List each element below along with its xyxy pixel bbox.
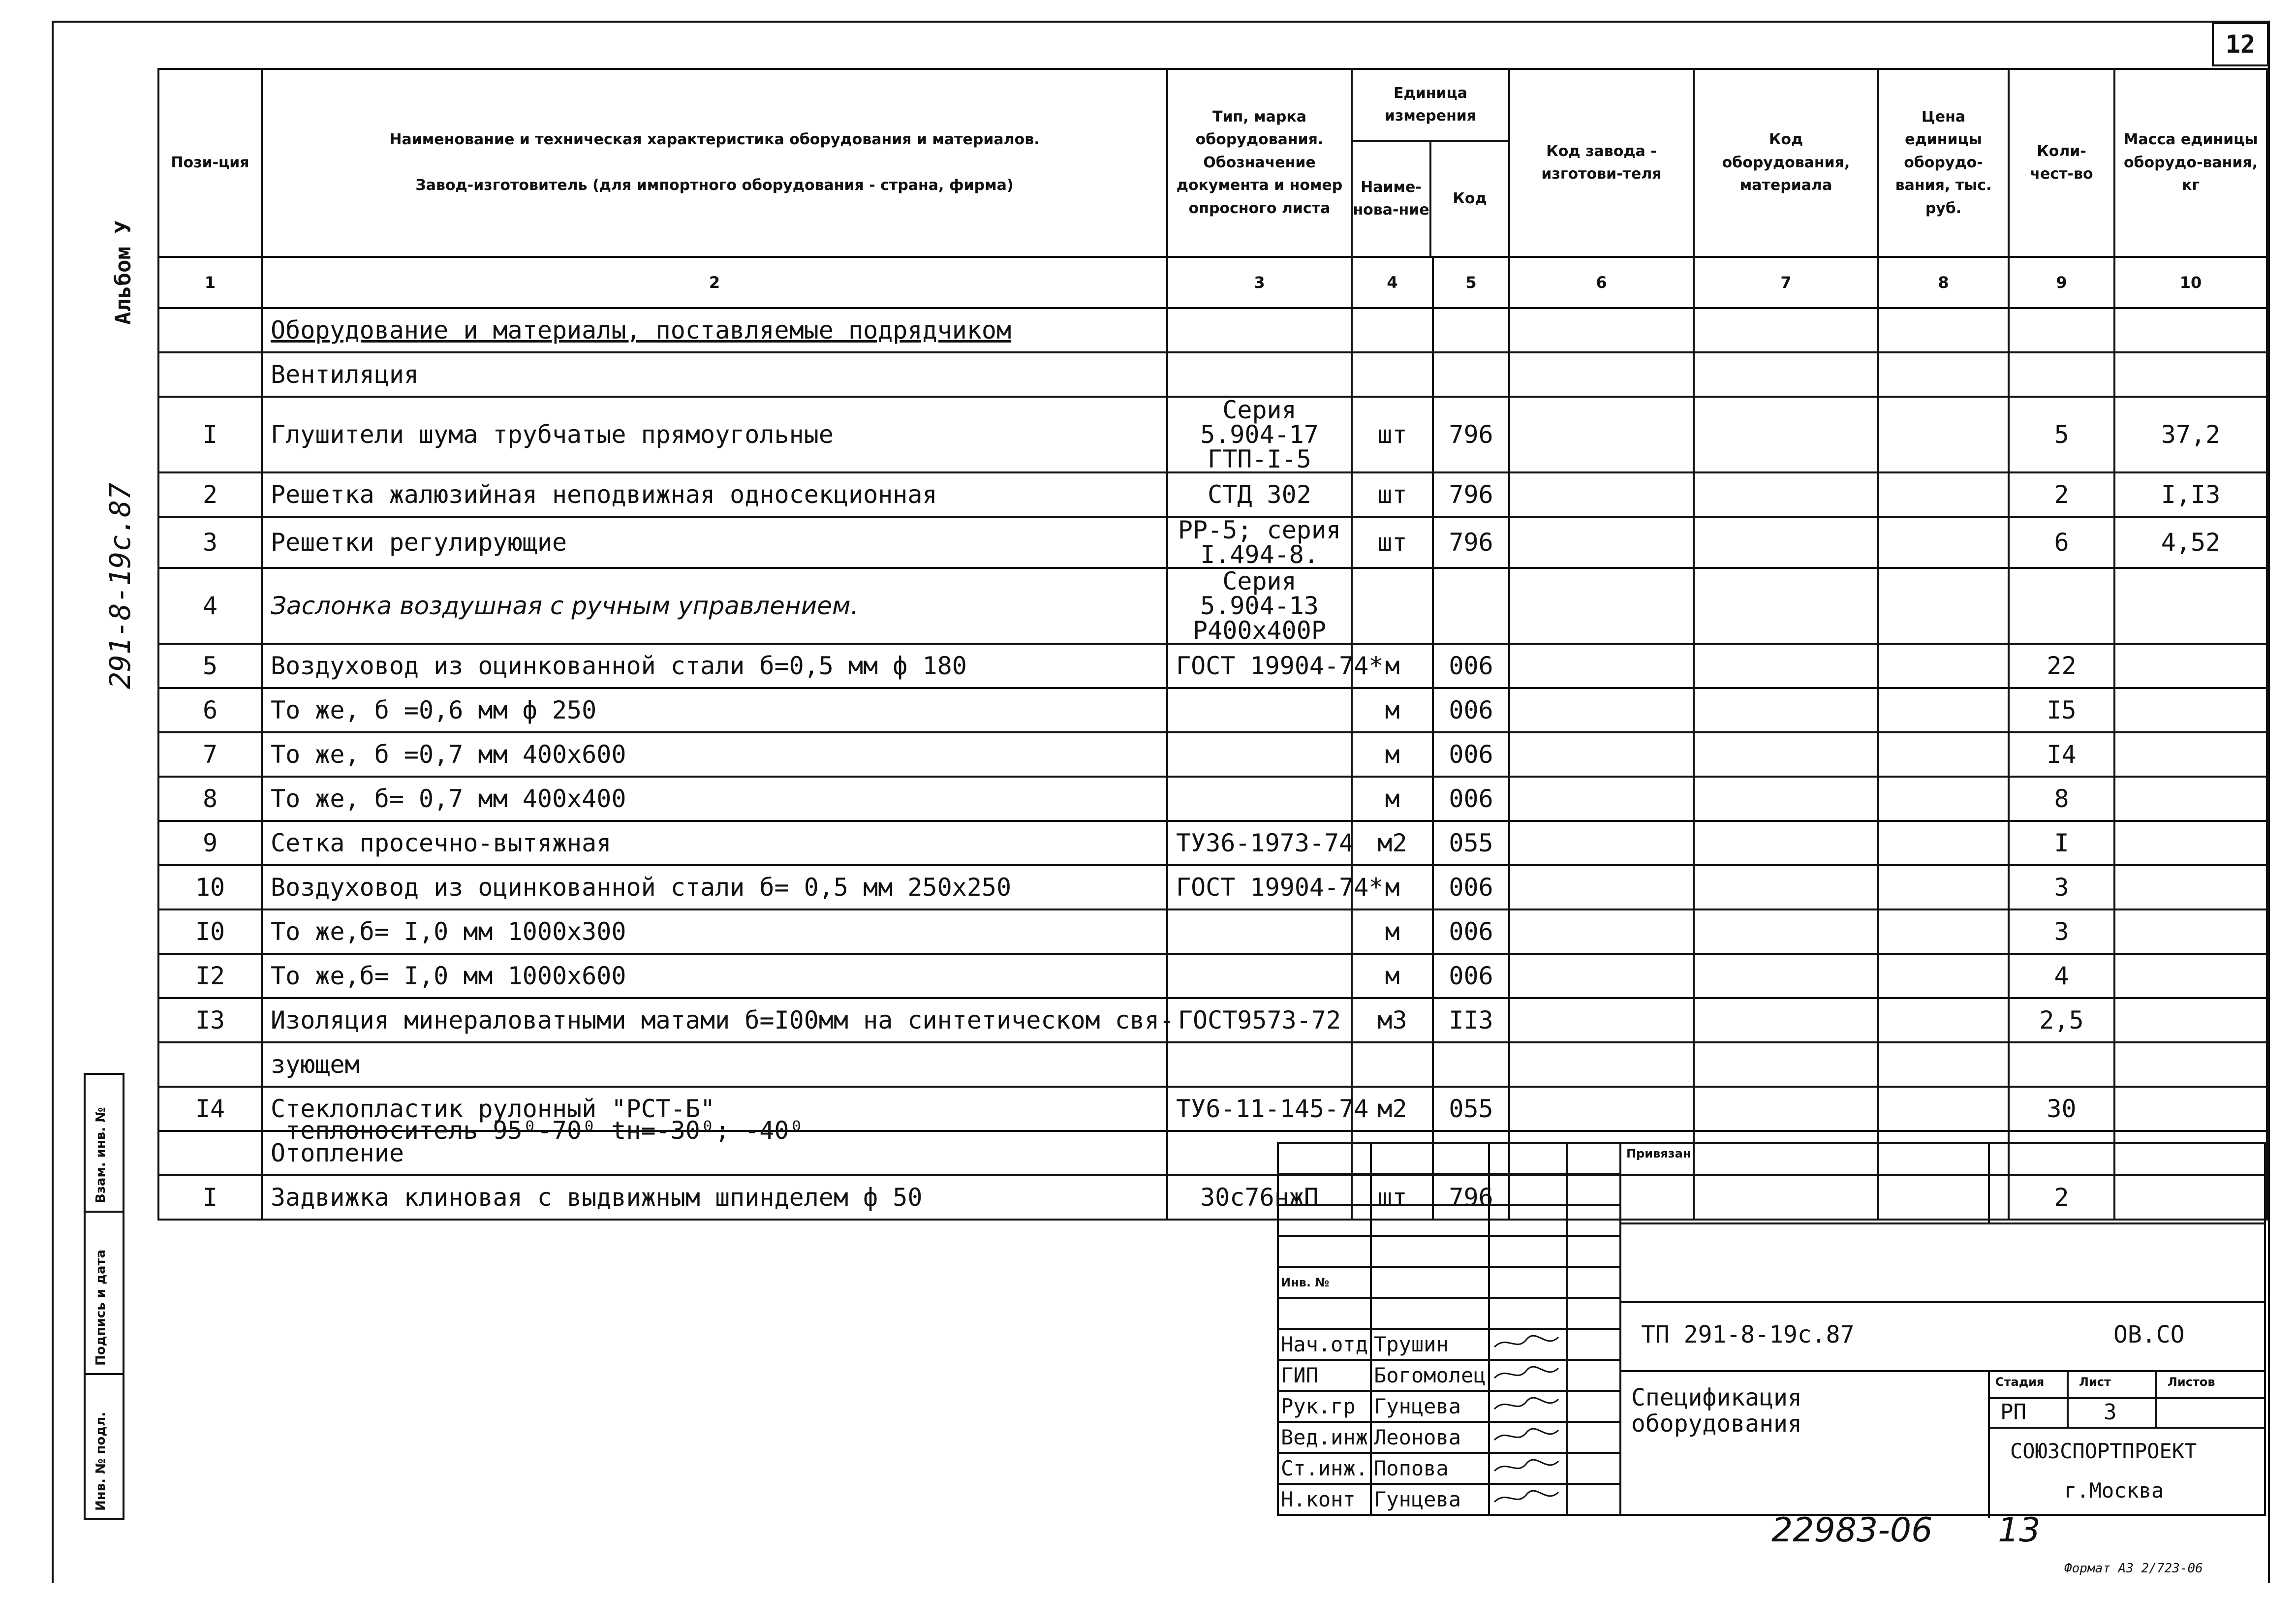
row-position: 9 [158, 821, 262, 865]
row-type [1167, 352, 1352, 397]
signature-role: Н.конт [1278, 1484, 1371, 1515]
row-unit-code: 006 [1433, 688, 1509, 732]
row-price [1878, 644, 2009, 688]
row-unit: м [1352, 954, 1433, 998]
row-price [1878, 308, 2009, 352]
row-unit-code: 796 [1433, 472, 1509, 517]
row-name: Решетки регулирующие [262, 517, 1167, 568]
header-plant-code: Код завода - изготови-теля [1509, 69, 1694, 257]
coolant-note: теплоноситель 95⁰-70⁰ tн=-30⁰; -40⁰ [285, 1116, 804, 1145]
row-position: 7 [158, 732, 262, 777]
row-unit: шт [1352, 397, 1433, 472]
row-type [1167, 308, 1352, 352]
signature-name: Попова [1371, 1453, 1489, 1484]
header-position: Пози-ция [158, 69, 262, 257]
signature-role: Нач.отд [1278, 1329, 1371, 1360]
header-unit: Единица измерения Наиме-нова-ние Код [1352, 69, 1509, 257]
row-mass [2114, 352, 2267, 397]
row-unit-code [1433, 308, 1509, 352]
header-type: Тип, марка оборудования. Обозначение документа и номер опросного листа [1167, 69, 1352, 257]
row-position [158, 308, 262, 352]
table-row [158, 472, 2267, 517]
row-mass [2114, 568, 2267, 644]
table-header [158, 69, 2267, 257]
row-name: Изоляция минераловатными матами б=I00мм на синтетическом свя- [262, 998, 1167, 1042]
row-unit [1352, 308, 1433, 352]
side-label-inv: Инв. № подл. [93, 1411, 108, 1511]
row-name: То же, б= 0,7 мм 400х400 [262, 777, 1167, 821]
archive-number: 22983-06 [1771, 1511, 1933, 1550]
signature-row [1278, 1329, 1620, 1360]
row-mass [2114, 732, 2267, 777]
header-price: Цена единицы оборудо-вания, тыс. руб. [1878, 69, 2009, 257]
row-quantity [2009, 1042, 2114, 1087]
row-unit-code: 055 [1433, 1087, 1509, 1131]
row-position: 2 [158, 472, 262, 517]
row-name: Заслонка воздушная с ручным управлением. [262, 568, 1167, 644]
row-unit: шт [1352, 517, 1433, 568]
header-mass: Масса единицы оборудо-вания, кг [2114, 69, 2267, 257]
sheet-value: 3 [2104, 1400, 2117, 1425]
row-equipment-code [1694, 308, 1878, 352]
side-label-sign: Подпись и дата [93, 1249, 108, 1366]
row-unit-code: II3 [1433, 998, 1509, 1042]
row-unit-code: 006 [1433, 644, 1509, 688]
signature-name: Гунцева [1371, 1484, 1489, 1515]
row-position: 6 [158, 688, 262, 732]
row-quantity: 2 [2009, 472, 2114, 517]
sheets-label: Листов [2168, 1375, 2215, 1389]
row-unit: м [1352, 865, 1433, 909]
row-unit [1352, 568, 1433, 644]
row-mass [2114, 954, 2267, 998]
row-equipment-code [1694, 998, 1878, 1042]
row-quantity: I4 [2009, 732, 2114, 777]
row-unit-code [1433, 568, 1509, 644]
row-mass [2114, 644, 2267, 688]
row-position: 5 [158, 644, 262, 688]
organization: СОЮЗСПОРТПРОЕКТ [2010, 1439, 2197, 1463]
row-quantity: 2,5 [2009, 998, 2114, 1042]
row-price [1878, 1042, 2009, 1087]
table-row [158, 909, 2267, 954]
signature-role: Рук.гр [1278, 1391, 1371, 1422]
row-unit-code: 006 [1433, 909, 1509, 954]
row-plant-code [1509, 397, 1694, 472]
row-unit: м3 [1352, 998, 1433, 1042]
city: г.Москва [2064, 1478, 2164, 1503]
title-block [1277, 1142, 2266, 1516]
row-type: Серия 5.904-17 ГТП-I-5 [1167, 397, 1352, 472]
row-name: Воздуховод из оцинкованной стали б= 0,5 мм 250х250 [262, 865, 1167, 909]
row-unit: м [1352, 777, 1433, 821]
row-price [1878, 397, 2009, 472]
row-name: Отопление [262, 1131, 1167, 1175]
row-unit: шт [1352, 472, 1433, 517]
album-label: Альбом У [111, 220, 136, 325]
sheet-label: Лист [2079, 1375, 2111, 1389]
row-quantity [2009, 352, 2114, 397]
title-block-right [1621, 1142, 2266, 1516]
archive-sheet: 13 [1998, 1511, 2041, 1550]
table-row [158, 1042, 2267, 1087]
table-row [158, 732, 2267, 777]
row-unit-code: 055 [1433, 821, 1509, 865]
row-plant-code [1509, 909, 1694, 954]
signature-role: Ст.инж. [1278, 1453, 1371, 1484]
row-unit [1352, 352, 1433, 397]
row-name: То же,б= I,0 мм 1000х600 [262, 954, 1167, 998]
row-unit-code: 796 [1433, 397, 1509, 472]
sheet-number: 12 [2212, 22, 2269, 66]
signature-role: ГИП [1278, 1360, 1371, 1391]
row-unit-code: 006 [1433, 777, 1509, 821]
header-quantity: Коли-чест-во [2009, 69, 2114, 257]
row-name: То же, б =0,6 мм ф 250 [262, 688, 1167, 732]
signature-mark [1489, 1391, 1567, 1422]
row-equipment-code [1694, 1087, 1878, 1131]
column-numbers: 1 2 3 4 5 6 7 8 9 10 [158, 257, 2267, 308]
row-unit-code: 006 [1433, 865, 1509, 909]
row-plant-code [1509, 644, 1694, 688]
row-mass [2114, 909, 2267, 954]
row-price [1878, 909, 2009, 954]
row-type [1167, 688, 1352, 732]
row-price [1878, 472, 2009, 517]
row-plant-code [1509, 1042, 1694, 1087]
row-type [1167, 954, 1352, 998]
format-label: Формат А3 2/723-06 [2064, 1561, 2203, 1576]
row-equipment-code [1694, 644, 1878, 688]
row-plant-code [1509, 517, 1694, 568]
row-type: ГОСТ9573-72 [1167, 998, 1352, 1042]
row-name: Задвижка клиновая с выдвижным шпинделем ф 50 [262, 1175, 1167, 1220]
row-plant-code [1509, 472, 1694, 517]
row-position: I0 [158, 909, 262, 954]
row-name: зующем [262, 1042, 1167, 1087]
table-row [158, 568, 2267, 644]
row-type: ТУ6-11-145-74 [1167, 1087, 1352, 1131]
row-unit [1352, 1042, 1433, 1087]
side-label-replace: Взам. инв. № [93, 1107, 108, 1203]
row-name: Стеклопластик рулонный "РСТ-Б" [262, 1087, 1167, 1131]
row-name: Вентиляция [262, 352, 1167, 397]
row-equipment-code [1694, 568, 1878, 644]
table-row [158, 954, 2267, 998]
signature-row [1278, 1422, 1620, 1453]
signature-row [1278, 1484, 1620, 1515]
row-mass [2114, 308, 2267, 352]
row-name: То же,б= I,0 мм 1000х300 [262, 909, 1167, 954]
row-position: 8 [158, 777, 262, 821]
row-equipment-code [1694, 732, 1878, 777]
row-equipment-code [1694, 777, 1878, 821]
specification-table [157, 68, 2268, 1221]
row-name: То же, б =0,7 мм 400х600 [262, 732, 1167, 777]
row-position [158, 352, 262, 397]
row-quantity [2009, 568, 2114, 644]
row-unit: м [1352, 732, 1433, 777]
row-name: Глушители шума трубчатые прямоугольные [262, 397, 1167, 472]
row-plant-code [1509, 954, 1694, 998]
row-mass [2114, 1087, 2267, 1131]
row-price [1878, 352, 2009, 397]
row-price [1878, 1087, 2009, 1131]
row-plant-code [1509, 777, 1694, 821]
row-plant-code [1509, 865, 1694, 909]
row-equipment-code [1694, 909, 1878, 954]
row-quantity: I [2009, 821, 2114, 865]
row-plant-code [1509, 732, 1694, 777]
stage-label: Стадия [1995, 1375, 2045, 1389]
bound-label: Привязан [1626, 1147, 1691, 1160]
row-equipment-code [1694, 517, 1878, 568]
row-price [1878, 998, 2009, 1042]
row-price [1878, 688, 2009, 732]
signature-role: Вед.инж [1278, 1422, 1371, 1453]
row-mass [2114, 998, 2267, 1042]
row-price [1878, 517, 2009, 568]
row-position: 4 [158, 568, 262, 644]
row-unit-code: 006 [1433, 732, 1509, 777]
project-code-vertical: 291-8-19с.87 [103, 482, 137, 689]
row-mass: 37,2 [2114, 397, 2267, 472]
row-equipment-code [1694, 352, 1878, 397]
row-plant-code [1509, 688, 1694, 732]
row-quantity: 22 [2009, 644, 2114, 688]
table-row [158, 517, 2267, 568]
signature-row [1278, 1453, 1620, 1484]
row-price [1878, 777, 2009, 821]
row-unit: м [1352, 688, 1433, 732]
row-mass [2114, 821, 2267, 865]
row-type: РР-5; серия I.494-8. [1167, 517, 1352, 568]
row-quantity: 30 [2009, 1087, 2114, 1131]
row-position: 3 [158, 517, 262, 568]
row-name: Решетка жалюзийная неподвижная односекционная [262, 472, 1167, 517]
signature-name: Гунцева [1371, 1391, 1489, 1422]
row-type: 30с76нжП [1167, 1175, 1352, 1220]
row-plant-code [1509, 352, 1694, 397]
table-row [158, 865, 2267, 909]
row-position: I [158, 1175, 262, 1220]
row-position [158, 1042, 262, 1087]
row-equipment-code [1694, 472, 1878, 517]
row-plant-code [1509, 308, 1694, 352]
row-plant-code [1509, 998, 1694, 1042]
row-unit-code: 796 [1433, 1175, 1509, 1220]
row-type: ТУ36-1973-74 [1167, 821, 1352, 865]
signature-mark [1489, 1422, 1567, 1453]
doc-title: Спецификация оборудования [1631, 1384, 1802, 1438]
row-position [158, 1131, 262, 1175]
signature-name: Богомолец [1371, 1360, 1489, 1391]
stage-value: РП [2000, 1400, 2026, 1425]
row-unit-code: 796 [1433, 517, 1509, 568]
row-type [1167, 777, 1352, 821]
row-name: Сетка просечно-вытяжная [262, 821, 1167, 865]
row-price [1878, 732, 2009, 777]
row-unit: м [1352, 644, 1433, 688]
row-plant-code [1509, 1087, 1694, 1131]
row-quantity: 8 [2009, 777, 2114, 821]
row-price [1878, 568, 2009, 644]
row-mass: 4,52 [2114, 517, 2267, 568]
header-name: Наименование и техническая характеристика оборудования и материалов. Завод-изготовитель (для импортного оборудования - страна, фирма) [262, 69, 1167, 257]
row-equipment-code [1694, 821, 1878, 865]
row-type: СТД 302 [1167, 472, 1352, 517]
table-row [158, 352, 2267, 397]
row-position: I4 [158, 1087, 262, 1131]
table-row [158, 308, 2267, 352]
signature-row [1278, 1360, 1620, 1391]
row-quantity: 3 [2009, 865, 2114, 909]
row-mass [2114, 1042, 2267, 1087]
row-quantity: 3 [2009, 909, 2114, 954]
row-quantity: 5 [2009, 397, 2114, 472]
row-type: ГОСТ 19904-74* [1167, 865, 1352, 909]
table-row [158, 644, 2267, 688]
row-type [1167, 732, 1352, 777]
row-unit: м2 [1352, 1087, 1433, 1131]
header-equipment-code: Код оборудования, материала [1694, 69, 1878, 257]
row-name: Оборудование и материалы, поставляемые подрядчиком [262, 308, 1167, 352]
row-unit-code [1433, 352, 1509, 397]
row-price [1878, 954, 2009, 998]
table-row [158, 397, 2267, 472]
row-mass [2114, 688, 2267, 732]
row-position: I3 [158, 998, 262, 1042]
signature-row [1278, 1391, 1620, 1422]
signature-mark [1489, 1453, 1567, 1484]
row-plant-code [1509, 821, 1694, 865]
signature-mark [1489, 1360, 1567, 1391]
row-name: Воздуховод из оцинкованной стали б=0,5 мм ф 180 [262, 644, 1167, 688]
row-mass [2114, 865, 2267, 909]
table-row [158, 998, 2267, 1042]
row-price [1878, 821, 2009, 865]
row-equipment-code [1694, 688, 1878, 732]
row-quantity [2009, 308, 2114, 352]
table-row [158, 688, 2267, 732]
row-quantity: 2 [2009, 1175, 2114, 1220]
row-price [1878, 865, 2009, 909]
signature-mark [1489, 1329, 1567, 1360]
signature-mark [1489, 1484, 1567, 1515]
doc-code: ТП 291-8-19с.87 [1641, 1321, 1855, 1348]
row-unit: м2 [1352, 821, 1433, 865]
row-unit-code [1433, 1042, 1509, 1087]
signature-name: Леонова [1371, 1422, 1489, 1453]
row-type: ГОСТ 19904-74* [1167, 644, 1352, 688]
row-equipment-code [1694, 954, 1878, 998]
row-quantity: 4 [2009, 954, 2114, 998]
signature-grid [1277, 1142, 1621, 1516]
row-position: I2 [158, 954, 262, 998]
row-mass [2114, 777, 2267, 821]
row-equipment-code [1694, 1042, 1878, 1087]
row-quantity: 6 [2009, 517, 2114, 568]
doc-section: ОВ.СО [2113, 1321, 2185, 1348]
table-row [158, 821, 2267, 865]
row-unit: шт [1352, 1175, 1433, 1220]
row-unit: м [1352, 909, 1433, 954]
row-equipment-code [1694, 865, 1878, 909]
row-type [1167, 909, 1352, 954]
row-type: Серия 5.904-13 Р400х400Р [1167, 568, 1352, 644]
signature-name: Трушин [1371, 1329, 1489, 1360]
row-quantity: I5 [2009, 688, 2114, 732]
inv-label: Инв. № [1278, 1267, 1371, 1298]
row-position: I [158, 397, 262, 472]
row-plant-code [1509, 568, 1694, 644]
table-row [158, 777, 2267, 821]
row-type [1167, 1042, 1352, 1087]
row-equipment-code [1694, 397, 1878, 472]
row-mass: I,I3 [2114, 472, 2267, 517]
row-unit-code: 006 [1433, 954, 1509, 998]
row-position: 10 [158, 865, 262, 909]
